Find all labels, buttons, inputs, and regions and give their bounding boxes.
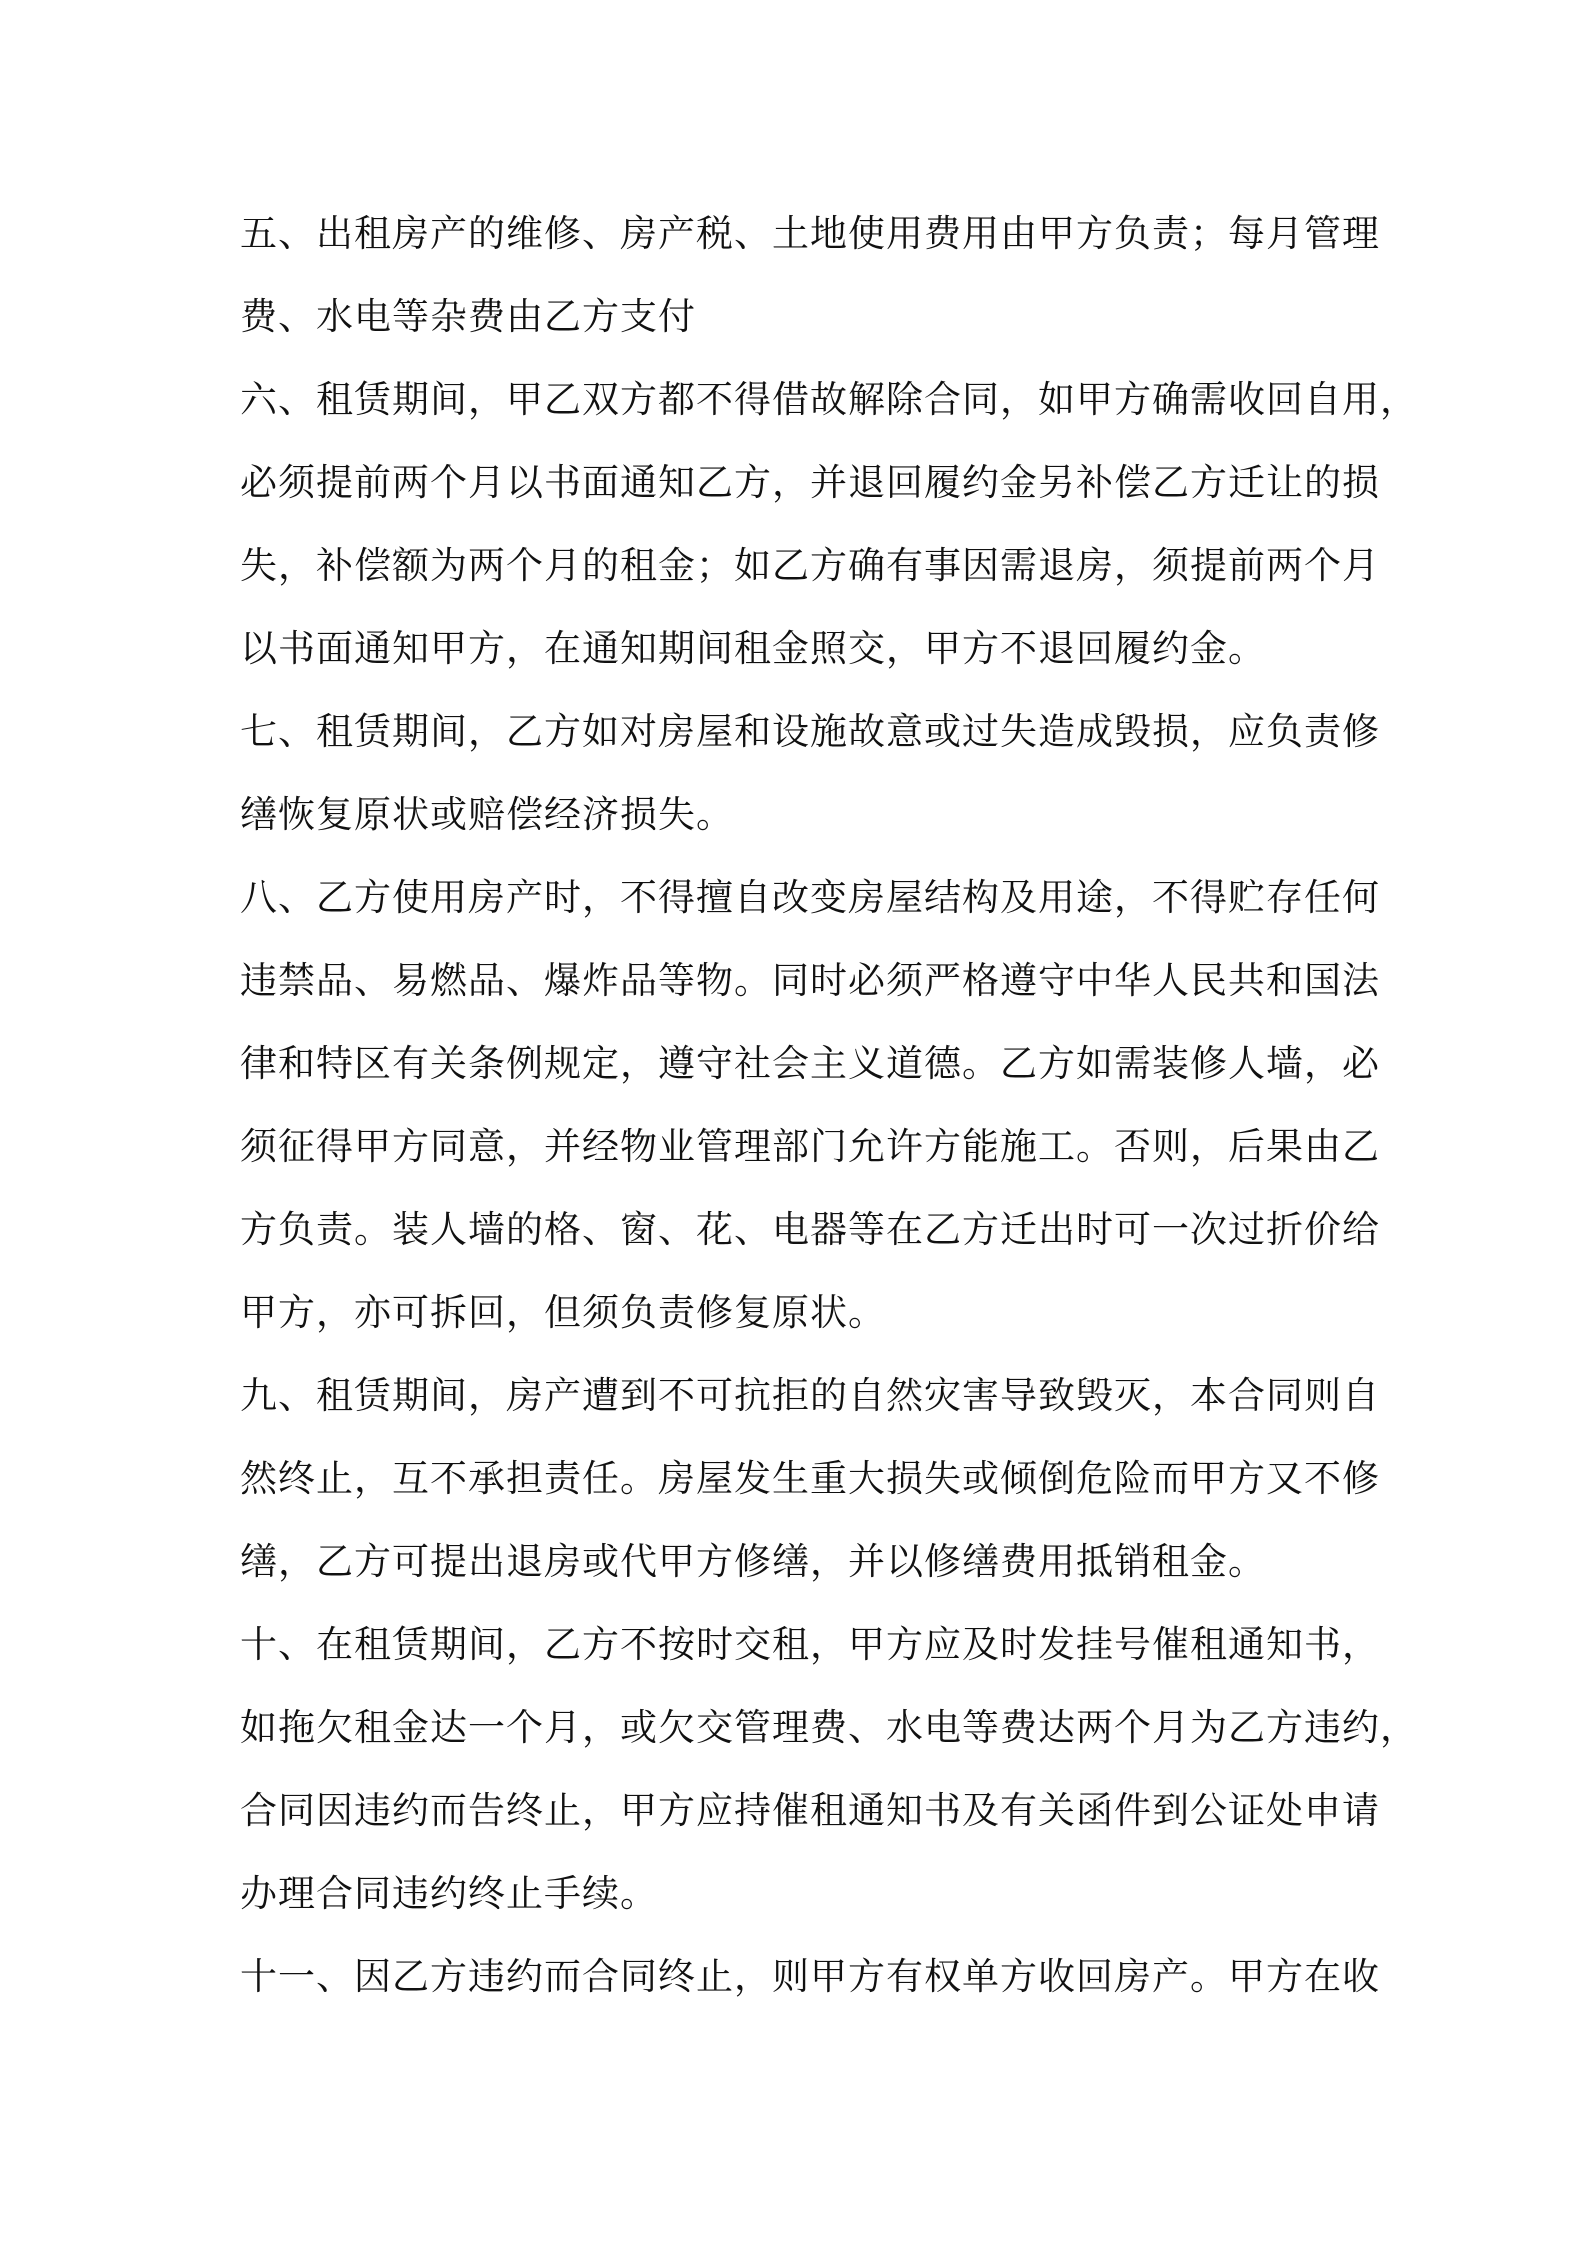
text-line: 律和特区有关条例规定，遵守社会主义道德。乙方如需装修人墙，必 — [240, 1042, 1380, 1085]
text-line: 必须提前两个月以书面通知乙方，并退回履约金另补偿乙方迁让的损 — [240, 461, 1380, 504]
text-line: 缮，乙方可提出退房或代甲方修缮，并以修缮费用抵销租金。 — [240, 1540, 1266, 1583]
text-line: 九、租赁期间，房产遭到不可抗拒的自然灾害导致毁灭，本合同则自 — [240, 1374, 1380, 1417]
text-line: 合同因违约而告终止，甲方应持催租通知书及有关函件到公证处申请 — [240, 1789, 1380, 1832]
text-line: 办理合同违约终止手续。 — [240, 1872, 658, 1915]
text-line: 五、出租房产的维修、房产税、土地使用费用由甲方负责；每月管理 — [240, 212, 1380, 255]
text-line: 然终止，互不承担责任。房屋发生重大损失或倾倒危险而甲方又不修 — [240, 1457, 1380, 1500]
text-line: 六、租赁期间，甲乙双方都不得借故解除合同，如甲方确需收回自用， — [240, 378, 1418, 421]
text-line: 十、在租赁期间，乙方不按时交租，甲方应及时发挂号催租通知书， — [240, 1623, 1380, 1666]
contract-body-text — [240, 192, 1418, 2018]
text-line: 七、租赁期间，乙方如对房屋和设施故意或过失造成毁损，应负责修 — [240, 710, 1380, 753]
text-line: 失，补偿额为两个月的租金；如乙方确有事因需退房，须提前两个月 — [240, 544, 1380, 587]
text-line: 以书面通知甲方，在通知期间租金照交，甲方不退回履约金。 — [240, 627, 1266, 670]
text-line: 八、乙方使用房产时，不得擅自改变房屋结构及用途，不得贮存任何 — [240, 876, 1380, 919]
text-line: 费、水电等杂费由乙方支付 — [240, 295, 696, 338]
text-line: 如拖欠租金达一个月，或欠交管理费、水电等费达两个月为乙方违约， — [240, 1706, 1418, 1749]
text-line: 十一、因乙方违约而合同终止，则甲方有权单方收回房产。甲方在收 — [240, 1955, 1380, 1998]
text-line: 须征得甲方同意，并经物业管理部门允许方能施工。否则，后果由乙 — [240, 1125, 1380, 1168]
text-line: 方负责。装人墙的格、窗、花、电器等在乙方迁出时可一次过折价给 — [240, 1208, 1380, 1251]
text-line: 违禁品、易燃品、爆炸品等物。同时必须严格遵守中华人民共和国法 — [240, 959, 1380, 1002]
text-line: 缮恢复原状或赔偿经济损失。 — [240, 793, 734, 836]
text-line: 甲方，亦可拆回，但须负责修复原状。 — [240, 1291, 886, 1334]
